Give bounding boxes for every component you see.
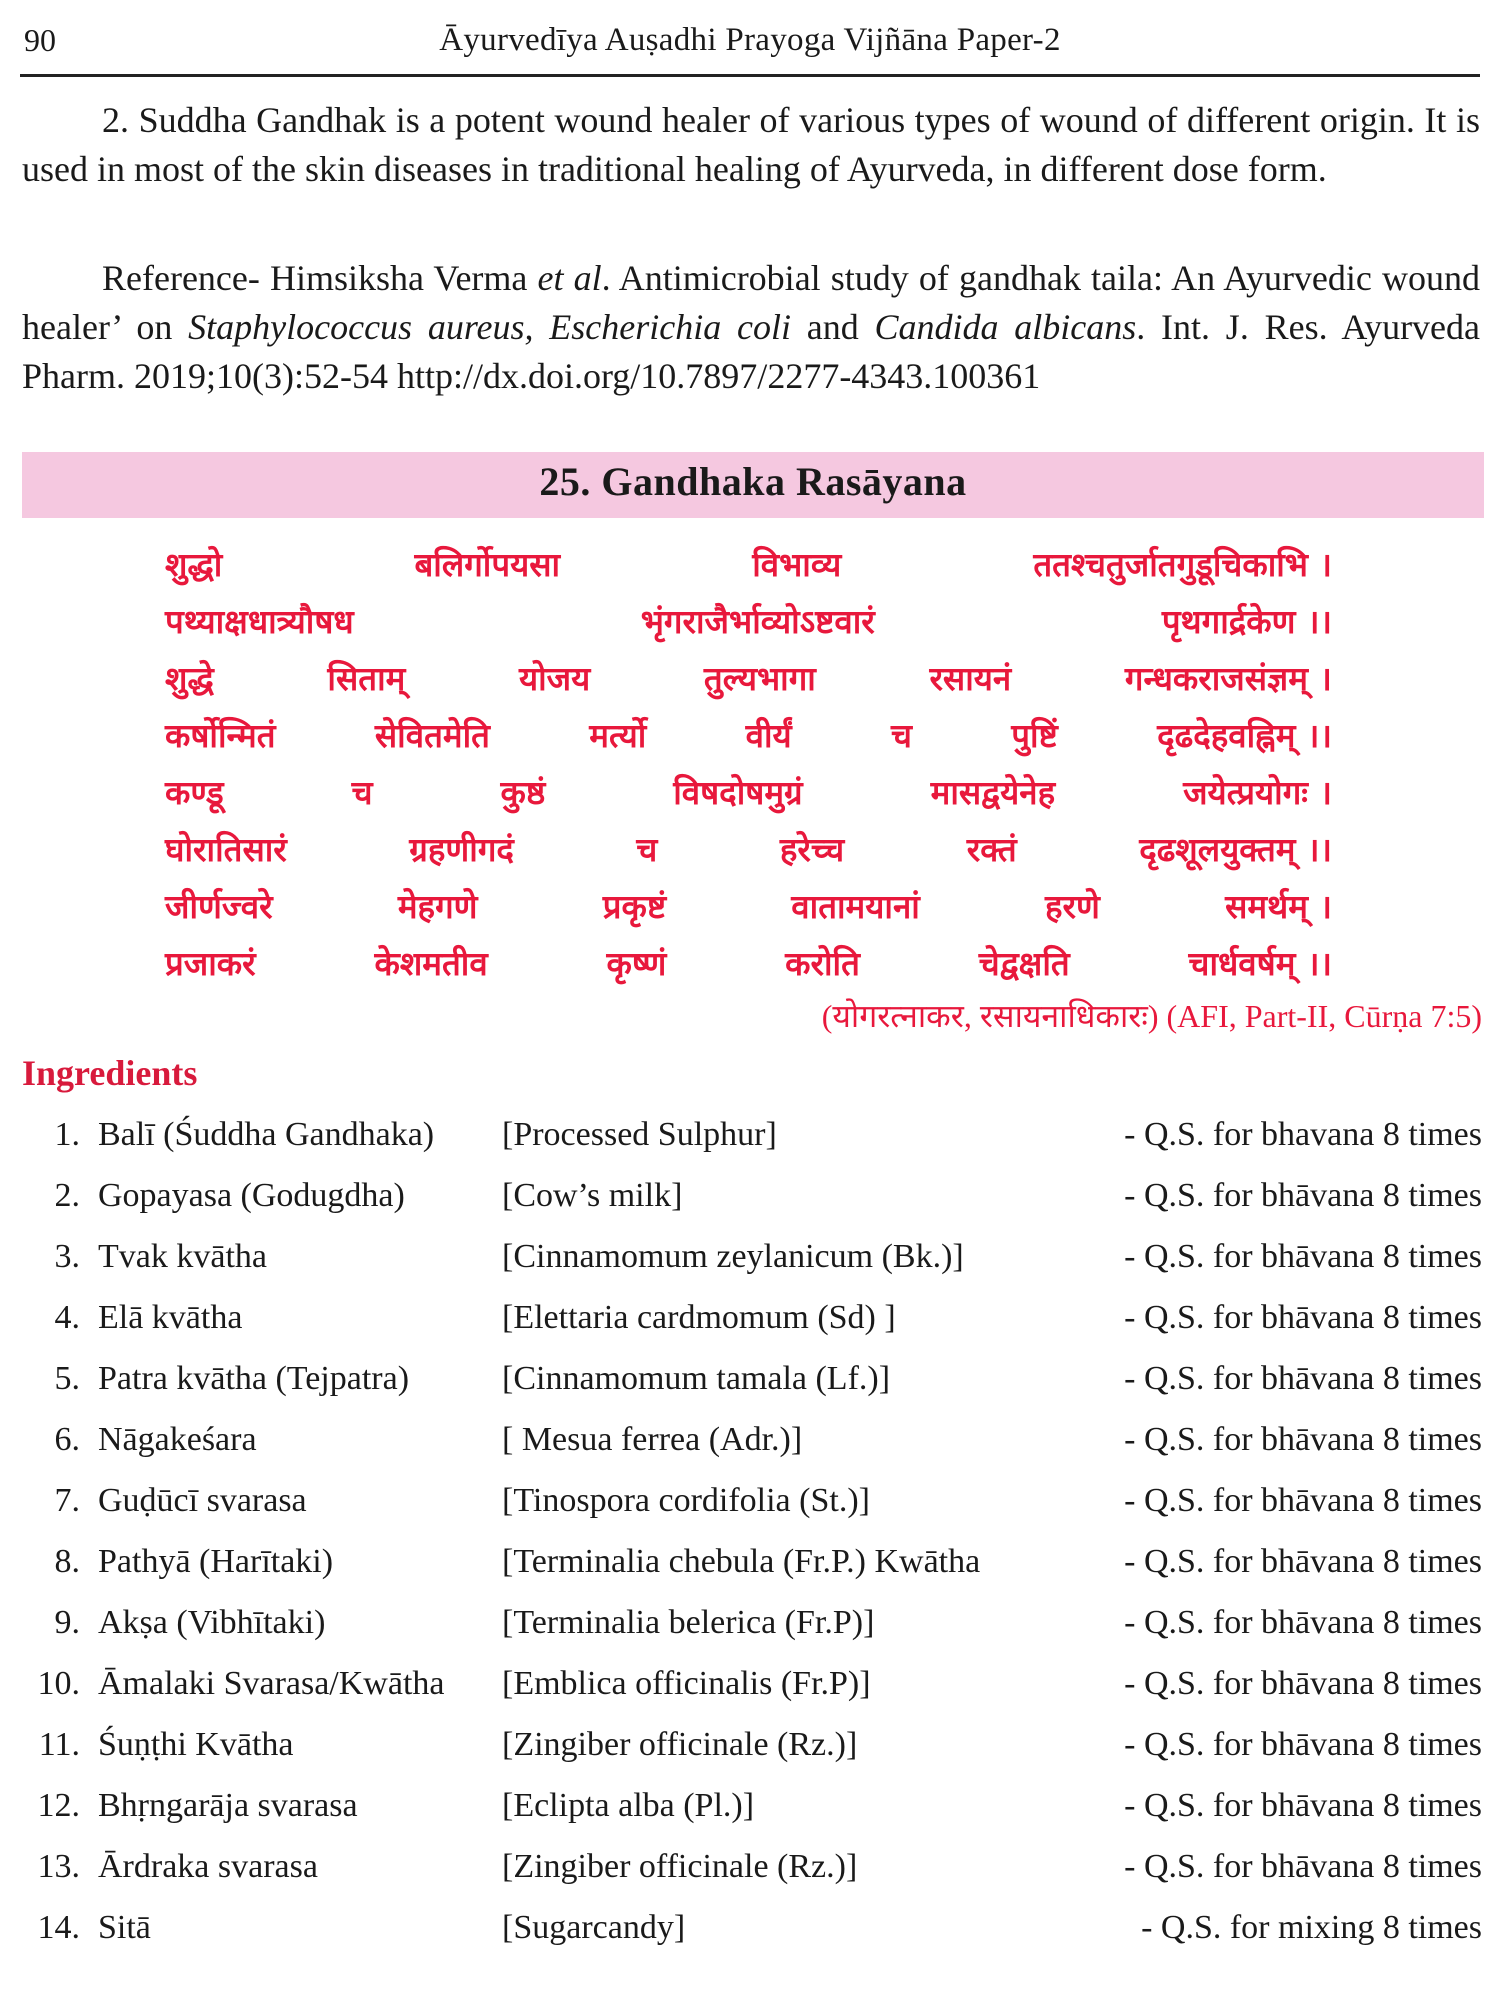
verse-word: सिताम् xyxy=(327,659,406,698)
verse-word: च xyxy=(636,830,658,869)
ingredient-quantity: - Q.S. for bhāvana 8 times xyxy=(1124,1543,1482,1580)
reference-species: Candida albicans xyxy=(874,307,1137,347)
verse-word: रक्तं xyxy=(966,830,1017,869)
ingredient-number: 8. xyxy=(54,1543,80,1580)
reference-etal: et al xyxy=(537,258,602,298)
sanskrit-verses xyxy=(165,536,1332,992)
ingredient-botanical: [Tinospora cordifolia (St.)] xyxy=(502,1482,870,1519)
ingredient-number: 14. xyxy=(37,1909,80,1946)
ingredient-botanical: [Processed Sulphur] xyxy=(502,1116,777,1153)
paragraph-text: 2. Suddha Gandhak is a potent wound healer of various types of wound of different origin. It is used in most of the skin diseases in traditional healing of Ayurveda, in different dose form. xyxy=(22,100,1480,189)
page-header xyxy=(20,18,1480,70)
ingredient-botanical: [Cow’s milk] xyxy=(502,1177,683,1214)
verse-word: पृथगार्द्रकेण ।। xyxy=(1161,602,1332,641)
ingredient-name: Guḍūcī svarasa xyxy=(98,1482,307,1519)
header-rule xyxy=(20,74,1480,77)
ingredient-number: 5. xyxy=(54,1360,80,1397)
verse-word: बलिर्गोपयसा xyxy=(414,545,561,584)
ingredient-number: 6. xyxy=(54,1421,80,1458)
ingredient-number: 10. xyxy=(37,1665,80,1702)
verse-word: भृंगराजैर्भाव्योऽष्टवारं xyxy=(640,602,875,641)
ingredient-botanical: [Zingiber officinale (Rz.)] xyxy=(502,1848,858,1885)
reference-text: . Antimicrobial study of gandhak taila: An Ayurvedic wound healer’ on xyxy=(22,258,1480,347)
ingredient-name: Elā kvātha xyxy=(98,1299,243,1336)
verse-word: विभाव्य xyxy=(752,545,842,584)
verse-word: शुद्धे xyxy=(165,659,214,698)
verse-word: मासद्वयेनेह xyxy=(930,773,1056,812)
ingredient-number: 12. xyxy=(37,1787,80,1824)
ingredient-quantity: - Q.S. for bhāvana 8 times xyxy=(1124,1787,1482,1824)
ingredient-row xyxy=(20,1234,1482,1295)
ingredient-row xyxy=(20,1478,1482,1539)
ingredient-row xyxy=(20,1722,1482,1783)
reference-species: Staphylococcus aureus, Escherichia coli xyxy=(188,307,791,347)
verse-word: दृढशूलयुक्तम् ।। xyxy=(1139,830,1332,869)
verse-word: हरणे xyxy=(1045,887,1100,926)
ingredient-quantity: - Q.S. for bhāvana 8 times xyxy=(1124,1848,1482,1885)
ingredient-quantity: - Q.S. for bhāvana 8 times xyxy=(1124,1482,1482,1519)
verse-word: जयेत्प्रयोगः । xyxy=(1183,773,1332,812)
ingredient-quantity: - Q.S. for bhāvana 8 times xyxy=(1124,1299,1482,1336)
ingredient-botanical: [Cinnamomum tamala (Lf.)] xyxy=(502,1360,891,1397)
ingredients-list xyxy=(20,1112,1482,1966)
verse-word: शुद्धो xyxy=(165,545,223,584)
verse-word: मर्त्यो xyxy=(589,716,647,755)
ingredient-name: Āmalaki Svarasa/Kwātha xyxy=(98,1665,445,1702)
ingredient-quantity: - Q.S. for bhāvana 8 times xyxy=(1124,1238,1482,1275)
ingredient-row xyxy=(20,1539,1482,1600)
ingredient-name: Akṣa (Vibhītaki) xyxy=(98,1604,326,1641)
ingredient-name: Patra kvātha (Tejpatra) xyxy=(98,1360,410,1397)
ingredient-botanical: [Eclipta alba (Pl.)] xyxy=(502,1787,755,1824)
verse-line xyxy=(165,650,1332,707)
ingredient-botanical: [Elettaria cardmomum (Sd) ] xyxy=(502,1299,896,1336)
paragraph-wound-healer xyxy=(22,96,1480,194)
ingredient-number: 9. xyxy=(54,1604,80,1641)
verse-word: विषदोषमुग्रं xyxy=(673,773,803,812)
ingredient-quantity: - Q.S. for bhāvana 8 times xyxy=(1124,1665,1482,1702)
section-title: 25. Gandhaka Rasāyana xyxy=(539,459,967,504)
verse-word: केशमतीव xyxy=(374,944,488,983)
ingredient-number: 11. xyxy=(38,1726,80,1763)
verse-source: (योगरत्नाकर, रसायनाधिकारः) (AFI, Part-II, Cūrṇa 7:5) xyxy=(821,998,1482,1034)
ingredient-number: 1. xyxy=(54,1116,80,1153)
verse-word: ततश्चतुर्जातगुडूचिकाभि । xyxy=(1033,545,1332,584)
page-number: 90 xyxy=(24,22,56,58)
verse-word: समर्थम् । xyxy=(1225,887,1332,926)
verse-word: कृष्णं xyxy=(606,944,667,983)
reference-text: Reference- Himsiksha Verma xyxy=(102,258,538,298)
verse-word: मेहगणे xyxy=(397,887,478,926)
ingredient-name: Ārdraka svarasa xyxy=(98,1848,318,1885)
verse-word: रसायनं xyxy=(929,659,1012,698)
verse-word: गन्धकराजसंज्ञम् । xyxy=(1124,659,1332,698)
verse-word: घोरातिसारं xyxy=(165,830,287,869)
ingredient-botanical: [Cinnamomum zeylanicum (Bk.)] xyxy=(502,1238,964,1275)
ingredient-botanical: [Sugarcandy] xyxy=(502,1909,686,1946)
verse-word: कर्षोन्मितं xyxy=(165,716,276,755)
verse-word: प्रकृष्टं xyxy=(602,887,667,926)
verse-word: करोति xyxy=(785,944,860,983)
ingredient-botanical: [Emblica officinalis (Fr.P)] xyxy=(502,1665,871,1702)
ingredient-row xyxy=(20,1112,1482,1173)
ingredient-row xyxy=(20,1661,1482,1722)
ingredient-name: Gopayasa (Godugdha) xyxy=(98,1177,405,1214)
ingredient-quantity: - Q.S. for bhāvana 8 times xyxy=(1124,1421,1482,1458)
verse-line xyxy=(165,536,1332,593)
ingredient-row xyxy=(20,1600,1482,1661)
section-banner xyxy=(22,452,1484,518)
ingredient-number: 13. xyxy=(37,1848,80,1885)
verse-word: ग्रहणीगदं xyxy=(409,830,514,869)
verse-line xyxy=(165,764,1332,821)
ingredient-name: Tvak kvātha xyxy=(98,1238,267,1275)
verse-word: तुल्यभागा xyxy=(703,659,816,698)
verse-line xyxy=(165,707,1332,764)
ingredient-row xyxy=(20,1173,1482,1234)
verse-word: चेद्वक्षति xyxy=(978,944,1070,983)
ingredient-row xyxy=(20,1295,1482,1356)
ingredient-name: Pathyā (Harītaki) xyxy=(98,1543,334,1580)
ingredient-quantity: - Q.S. for bhāvana 8 times xyxy=(1124,1726,1482,1763)
ingredient-name: Bhṛngarāja svarasa xyxy=(98,1787,358,1824)
verse-line xyxy=(165,821,1332,878)
verse-word: योजय xyxy=(518,659,591,698)
reference-paragraph xyxy=(22,254,1480,401)
ingredient-quantity: - Q.S. for mixing 8 times xyxy=(1141,1909,1482,1946)
ingredient-botanical: [ Mesua ferrea (Adr.)] xyxy=(502,1421,803,1458)
verse-word: सेवितमेति xyxy=(374,716,490,755)
verse-line xyxy=(165,878,1332,935)
ingredient-number: 3. xyxy=(54,1238,80,1275)
ingredient-row xyxy=(20,1905,1482,1966)
ingredient-row xyxy=(20,1417,1482,1478)
verse-word: दृढदेहवह्निम् ।। xyxy=(1157,716,1332,755)
ingredient-row xyxy=(20,1844,1482,1905)
ingredient-row xyxy=(20,1783,1482,1844)
verse-word: वीर्यं xyxy=(745,716,792,755)
verse-word: पुष्टिं xyxy=(1011,716,1058,755)
ingredient-quantity: - Q.S. for bhāvana 8 times xyxy=(1124,1360,1482,1397)
verse-word: वातामयानां xyxy=(791,887,920,926)
reference-text: . Int. J. Res. Ayurveda Pharm. 2019;10(3):52-54 http://dx.doi.org/10.7897/2277-4343.100361 xyxy=(22,307,1481,396)
ingredient-number: 7. xyxy=(54,1482,80,1519)
ingredient-number: 2. xyxy=(54,1177,80,1214)
reference-text: and xyxy=(790,307,875,347)
ingredient-name: Sitā xyxy=(98,1909,151,1946)
ingredient-botanical: [Terminalia chebula (Fr.P.) Kwātha xyxy=(502,1543,981,1580)
ingredient-botanical: [Zingiber officinale (Rz.)] xyxy=(502,1726,858,1763)
ingredient-botanical: [Terminalia belerica (Fr.P)] xyxy=(502,1604,875,1641)
verse-line xyxy=(165,593,1332,650)
ingredients-heading: Ingredients xyxy=(22,1053,198,1093)
verse-word: प्रजाकरं xyxy=(165,944,256,983)
ingredient-name: Balī (Śuddha Gandhaka) xyxy=(98,1116,435,1153)
verse-word: जीर्णज्वरे xyxy=(165,887,273,926)
ingredient-quantity: - Q.S. for bhavana 8 times xyxy=(1124,1116,1482,1153)
verse-word: कुष्ठं xyxy=(500,773,546,812)
verse-word: च xyxy=(890,716,912,755)
verse-word: पथ्याक्षधात्र्यौषध xyxy=(165,602,354,641)
verse-word: चार्धवर्षम् ।। xyxy=(1188,944,1332,983)
verse-line xyxy=(165,935,1332,992)
verse-word: च xyxy=(351,773,373,812)
ingredient-quantity: - Q.S. for bhāvana 8 times xyxy=(1124,1177,1482,1214)
ingredient-number: 4. xyxy=(54,1299,80,1336)
ingredient-row xyxy=(20,1356,1482,1417)
ingredient-quantity: - Q.S. for bhāvana 8 times xyxy=(1124,1604,1482,1641)
ingredient-name: Nāgakeśara xyxy=(98,1421,257,1458)
running-title: Āyurvedīya Auṣadhi Prayoga Vijñāna Paper-2 xyxy=(439,22,1061,58)
ingredient-name: Śuṇṭhi Kvātha xyxy=(98,1726,294,1763)
verse-word: कण्डू xyxy=(165,773,224,812)
verse-word: हरेच्च xyxy=(779,830,845,869)
